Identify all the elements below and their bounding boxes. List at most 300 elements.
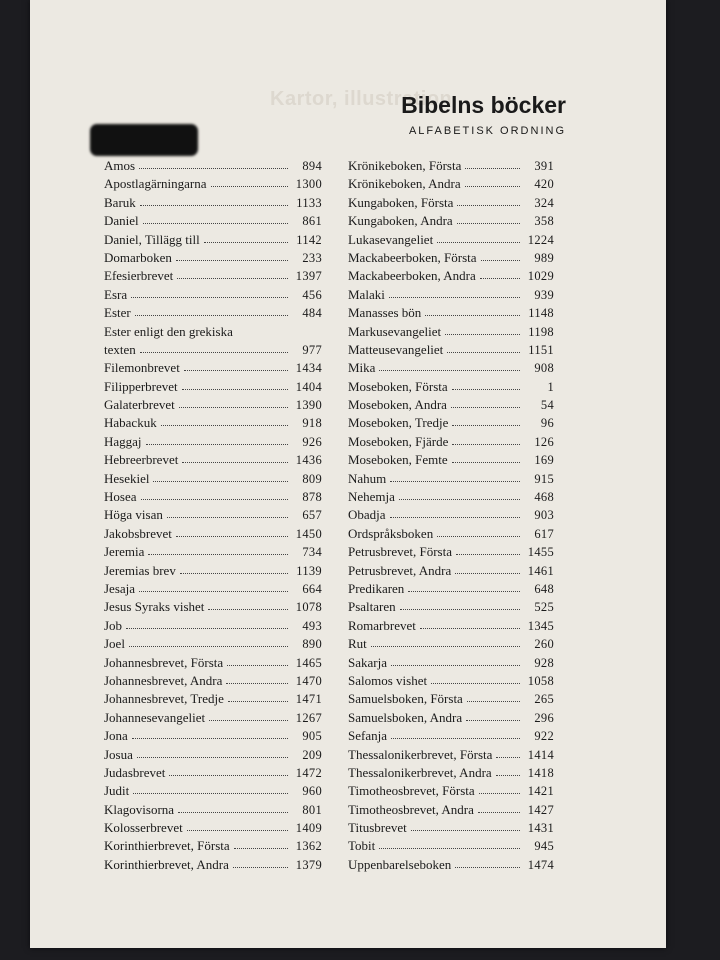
book-name: Kungaboken, Andra bbox=[348, 213, 453, 229]
redaction-mark bbox=[90, 124, 198, 156]
index-entry bbox=[104, 396, 322, 414]
index-entry bbox=[104, 378, 322, 396]
index-entry bbox=[104, 267, 322, 285]
book-name: Galaterbrevet bbox=[104, 397, 175, 413]
page-number: 664 bbox=[302, 582, 322, 596]
page-number: 1148 bbox=[528, 306, 554, 321]
book-name: Hesekiel bbox=[104, 470, 150, 486]
dot-leader bbox=[184, 359, 288, 371]
book-name: Jeremias brev bbox=[104, 562, 176, 578]
dot-leader bbox=[455, 856, 520, 868]
index-entry bbox=[348, 856, 554, 874]
book-name: Johannesevangeliet bbox=[104, 709, 206, 725]
page-number: 1471 bbox=[295, 692, 322, 707]
page-number: 905 bbox=[302, 729, 322, 744]
page-number: 809 bbox=[302, 471, 322, 486]
book-name: Joel bbox=[104, 636, 125, 652]
book-name: Malaki bbox=[348, 286, 385, 302]
book-name: Moseboken, Fjärde bbox=[348, 433, 449, 449]
book-name: Moseboken, Tredje bbox=[348, 415, 449, 431]
index-entry bbox=[104, 617, 322, 635]
index-entry bbox=[348, 488, 554, 506]
page-number: 1436 bbox=[295, 453, 322, 468]
book-name: Domarboken bbox=[104, 249, 172, 265]
book-name: Thessalonikerbrevet, Andra bbox=[348, 764, 492, 780]
book-name: Nehemja bbox=[348, 489, 395, 505]
index-entry bbox=[104, 598, 322, 616]
index-entry bbox=[348, 709, 554, 727]
book-name: Jesaja bbox=[104, 581, 136, 596]
index-entry bbox=[104, 525, 322, 543]
dot-leader bbox=[467, 690, 520, 702]
page-subtitle: ALFABETISK ORDNING bbox=[408, 125, 566, 137]
index-entry bbox=[348, 304, 554, 322]
page-number: 1455 bbox=[527, 545, 554, 560]
dot-leader bbox=[457, 194, 520, 206]
dot-leader bbox=[478, 801, 520, 813]
dot-leader bbox=[451, 396, 520, 408]
dot-leader bbox=[180, 562, 288, 574]
book-name: Daniel, Tillägg till bbox=[104, 231, 200, 247]
index-entry bbox=[104, 212, 322, 230]
book-name: Petrusbrevet, Första bbox=[348, 544, 452, 560]
index-entry bbox=[104, 782, 322, 800]
book-name: Salomos vishet bbox=[348, 672, 428, 688]
page-number: 468 bbox=[534, 490, 554, 505]
book-name: Ester enligt den grekiska bbox=[104, 323, 233, 339]
index-entry bbox=[104, 194, 322, 212]
page-number: 801 bbox=[302, 802, 322, 817]
book-name: Jesus Syraks vishet bbox=[104, 599, 205, 615]
show-through-text: Kartor, illustration bbox=[270, 88, 453, 110]
index-entry bbox=[104, 562, 322, 580]
dot-leader bbox=[480, 267, 520, 279]
index-entry bbox=[348, 525, 554, 543]
index-entry bbox=[348, 746, 554, 764]
dot-leader bbox=[182, 378, 288, 390]
dot-leader bbox=[153, 470, 288, 482]
dot-leader bbox=[411, 819, 520, 831]
page-number: 657 bbox=[302, 508, 322, 523]
book-name: Mackabeerboken, Andra bbox=[348, 268, 476, 284]
page-number: 1142 bbox=[296, 232, 322, 247]
index-entry bbox=[104, 746, 322, 764]
index-entry bbox=[104, 635, 322, 653]
page-number: 1465 bbox=[295, 655, 322, 670]
index-entry bbox=[348, 194, 554, 212]
page-number: 734 bbox=[302, 545, 322, 560]
dot-leader bbox=[391, 727, 520, 739]
dot-leader bbox=[457, 212, 520, 224]
book-name: Daniel bbox=[104, 213, 139, 229]
page-number: 265 bbox=[534, 692, 554, 707]
page-number: 96 bbox=[540, 416, 554, 431]
book-name: Johannesbrevet, Tredje bbox=[104, 691, 224, 707]
index-entry bbox=[104, 175, 322, 193]
index-entry bbox=[104, 414, 322, 432]
page-number: 1198 bbox=[528, 324, 554, 339]
page-number: 1461 bbox=[527, 563, 554, 578]
index-entry bbox=[104, 727, 322, 745]
book-name: Baruk bbox=[104, 194, 136, 210]
page-number: 922 bbox=[534, 729, 554, 744]
book-name: Samuelsboken, Första bbox=[348, 691, 463, 707]
dot-leader bbox=[391, 654, 520, 666]
index-entry bbox=[348, 727, 554, 745]
index-entry bbox=[348, 212, 554, 230]
dot-leader bbox=[431, 672, 520, 684]
book-name: Höga visan bbox=[104, 507, 163, 523]
index-entry bbox=[104, 801, 322, 819]
book-name: Jeremia bbox=[104, 544, 145, 560]
index-entry bbox=[348, 175, 554, 193]
index-entry bbox=[348, 378, 554, 396]
index-entry bbox=[104, 690, 322, 708]
dot-leader bbox=[234, 837, 288, 849]
dot-leader bbox=[466, 709, 520, 721]
dot-leader bbox=[228, 690, 288, 702]
page-number: 209 bbox=[302, 747, 322, 762]
index-entry bbox=[348, 672, 554, 690]
page-number: 989 bbox=[534, 250, 554, 265]
page-number: 878 bbox=[302, 490, 322, 505]
index-entry bbox=[348, 598, 554, 616]
page-number: 1472 bbox=[295, 765, 322, 780]
index-entry bbox=[348, 617, 554, 635]
index-entry bbox=[348, 341, 554, 359]
index-entry bbox=[104, 359, 322, 377]
page-number: 1414 bbox=[527, 747, 554, 762]
index-entry bbox=[348, 764, 554, 782]
dot-leader bbox=[425, 304, 520, 316]
index-entry bbox=[348, 506, 554, 524]
book-name: Kolosserbrevet bbox=[104, 820, 183, 836]
dot-leader bbox=[227, 654, 288, 666]
page-number: 456 bbox=[302, 287, 322, 302]
index-entry bbox=[348, 286, 554, 304]
index-entry bbox=[104, 837, 322, 855]
dot-leader bbox=[452, 378, 520, 390]
dot-leader bbox=[135, 304, 288, 316]
page-number: 945 bbox=[534, 839, 554, 854]
dot-leader bbox=[140, 194, 288, 206]
index-entry bbox=[348, 543, 554, 561]
page-number: 918 bbox=[302, 416, 322, 431]
book-name: Moseboken, Första bbox=[348, 378, 448, 394]
page-number: 1418 bbox=[527, 765, 554, 780]
book-name: Moseboken, Andra bbox=[348, 397, 447, 413]
book-name: Psaltaren bbox=[348, 599, 396, 615]
book-name: Jona bbox=[104, 728, 128, 744]
book-name: Mackabeerboken, Första bbox=[348, 249, 477, 265]
book-name: Mika bbox=[348, 360, 376, 376]
page-number: 1379 bbox=[295, 857, 322, 872]
book-name: Johannesbrevet, Andra bbox=[104, 672, 223, 688]
page-number: 525 bbox=[534, 600, 554, 615]
dot-leader bbox=[209, 709, 288, 721]
book-name: Efesierbrevet bbox=[104, 268, 174, 284]
index-column-left bbox=[104, 157, 322, 874]
index-entry bbox=[348, 782, 554, 800]
page-number: 260 bbox=[534, 637, 554, 652]
page-number: 1151 bbox=[528, 342, 554, 357]
page-number: 926 bbox=[302, 434, 322, 449]
book-name: Job bbox=[104, 617, 123, 633]
dot-leader bbox=[137, 746, 288, 758]
book-name: Jakobsbrevet bbox=[104, 525, 172, 541]
book-name: Uppenbarelseboken bbox=[348, 856, 452, 872]
dot-leader bbox=[371, 635, 520, 647]
dot-leader bbox=[148, 543, 288, 555]
index-entry bbox=[348, 837, 554, 855]
dot-leader bbox=[178, 801, 288, 813]
page-number: 1404 bbox=[295, 379, 322, 394]
book-name: Filemonbrevet bbox=[104, 360, 180, 376]
index-entry bbox=[104, 543, 322, 561]
dot-leader bbox=[187, 819, 288, 831]
page-number: 1224 bbox=[527, 232, 554, 247]
book-name: Ordspråksboken bbox=[348, 525, 434, 541]
dot-leader bbox=[465, 175, 520, 187]
dot-leader bbox=[481, 249, 520, 261]
book-name: Samuelsboken, Andra bbox=[348, 709, 463, 725]
index-entry bbox=[104, 580, 322, 598]
index-entry bbox=[104, 488, 322, 506]
page-number: 1397 bbox=[295, 269, 322, 284]
index-entry bbox=[104, 451, 322, 469]
book-name: Kungaboken, Första bbox=[348, 194, 454, 210]
book-name: Lukasevangeliet bbox=[348, 231, 434, 247]
book-name: Filipperbrevet bbox=[104, 378, 178, 394]
dot-leader bbox=[496, 764, 520, 776]
page-number: 1434 bbox=[295, 361, 322, 376]
book-name: Josua bbox=[104, 746, 133, 762]
dot-leader bbox=[452, 451, 520, 463]
page-number: 960 bbox=[302, 784, 322, 799]
dot-leader bbox=[169, 764, 288, 776]
dot-leader bbox=[447, 341, 520, 353]
book-name: Sefanja bbox=[348, 728, 387, 744]
page-number: 1427 bbox=[527, 802, 554, 817]
dot-leader bbox=[208, 598, 288, 610]
page-number: 1470 bbox=[295, 673, 322, 688]
page-number: 324 bbox=[534, 195, 554, 210]
index-entry bbox=[104, 764, 322, 782]
book-name: Johannesbrevet, Första bbox=[104, 654, 224, 670]
index-entry bbox=[104, 323, 322, 360]
dot-leader bbox=[389, 286, 520, 298]
book-name: Hebreerbrevet bbox=[104, 452, 179, 468]
dot-leader bbox=[211, 175, 288, 187]
dot-leader bbox=[452, 433, 520, 445]
dot-leader bbox=[420, 617, 520, 629]
index-entry bbox=[348, 801, 554, 819]
book-name: Titusbrevet bbox=[348, 820, 407, 836]
page-number: 358 bbox=[534, 214, 554, 229]
page-number: 169 bbox=[534, 453, 554, 468]
page-number: 1409 bbox=[295, 821, 322, 836]
page-number: 1474 bbox=[527, 857, 554, 872]
dot-leader bbox=[143, 212, 288, 224]
index-entry bbox=[104, 231, 322, 249]
dot-leader bbox=[126, 617, 288, 629]
page-number: 1 bbox=[547, 379, 554, 394]
index-entry bbox=[104, 672, 322, 690]
index-entry bbox=[348, 580, 554, 598]
dot-leader bbox=[379, 837, 520, 849]
book-name: Korinthierbrevet, Första bbox=[104, 838, 230, 854]
dot-leader bbox=[437, 231, 520, 243]
index-entry bbox=[348, 433, 554, 451]
book-name: Amos bbox=[104, 158, 136, 173]
page-number: 1267 bbox=[295, 710, 322, 725]
page-number: 903 bbox=[534, 508, 554, 523]
page-number: 890 bbox=[302, 637, 322, 652]
index-entry bbox=[348, 396, 554, 414]
book-name: Nahum bbox=[348, 470, 387, 486]
page-number: 915 bbox=[534, 471, 554, 486]
page-number: 928 bbox=[534, 655, 554, 670]
dot-leader bbox=[465, 157, 520, 169]
index-entry bbox=[104, 856, 322, 874]
index-entry bbox=[348, 690, 554, 708]
book-name-continued: texten bbox=[104, 341, 136, 357]
page-number: 977 bbox=[302, 342, 322, 357]
index-entry bbox=[348, 635, 554, 653]
index-entry bbox=[348, 470, 554, 488]
page-number: 126 bbox=[534, 434, 554, 449]
page-number: 233 bbox=[302, 250, 322, 265]
index-entry bbox=[104, 654, 322, 672]
dot-leader bbox=[437, 525, 520, 537]
dot-leader bbox=[390, 506, 520, 518]
page-number: 648 bbox=[534, 581, 554, 596]
book-name: Tobit bbox=[348, 838, 376, 854]
dot-leader bbox=[496, 746, 520, 758]
book-name: Ester bbox=[104, 305, 131, 321]
dot-leader bbox=[455, 562, 520, 574]
book-name: Romarbrevet bbox=[348, 617, 416, 633]
dot-leader bbox=[176, 525, 288, 537]
index-entry bbox=[104, 157, 322, 175]
index-entry bbox=[104, 470, 322, 488]
page-number: 391 bbox=[534, 159, 554, 173]
book-name: Klagovisorna bbox=[104, 801, 175, 817]
dot-leader bbox=[146, 433, 288, 445]
dot-leader bbox=[204, 231, 288, 243]
index-entry bbox=[348, 819, 554, 837]
index-entry bbox=[348, 562, 554, 580]
dot-leader bbox=[233, 856, 288, 868]
dot-leader bbox=[390, 470, 520, 482]
index-entry bbox=[348, 157, 554, 175]
book-name: Haggaj bbox=[104, 433, 142, 449]
index-entry bbox=[104, 433, 322, 451]
page-number: 617 bbox=[534, 526, 554, 541]
dot-leader bbox=[179, 396, 288, 408]
dot-leader bbox=[139, 157, 288, 169]
dot-leader bbox=[226, 672, 288, 684]
page-number: 1078 bbox=[295, 600, 322, 615]
page-number: 1139 bbox=[296, 563, 322, 578]
index-entry bbox=[104, 506, 322, 524]
book-name: Krönikeboken, Första bbox=[348, 158, 462, 173]
book-name: Esra bbox=[104, 286, 128, 302]
book-name: Manasses bön bbox=[348, 305, 422, 321]
book-name: Judasbrevet bbox=[104, 764, 166, 780]
dot-leader bbox=[452, 414, 520, 426]
book-name: Sakarja bbox=[348, 654, 387, 670]
page-number: 1390 bbox=[295, 398, 322, 413]
page-number: 1058 bbox=[527, 673, 554, 688]
book-name: Petrusbrevet, Andra bbox=[348, 562, 452, 578]
book-name: Obadja bbox=[348, 507, 386, 523]
page-number: 894 bbox=[302, 159, 322, 173]
index-entry bbox=[348, 359, 554, 377]
index-entry bbox=[348, 654, 554, 672]
book-name: Markusevangeliet bbox=[348, 323, 442, 339]
book-name: Timotheosbrevet, Andra bbox=[348, 801, 474, 817]
page-number: 861 bbox=[302, 214, 322, 229]
index-entry bbox=[348, 267, 554, 285]
page-number: 1300 bbox=[295, 177, 322, 192]
index-entry bbox=[348, 451, 554, 469]
page-number: 1029 bbox=[527, 269, 554, 284]
dot-leader bbox=[129, 635, 288, 647]
book-name: Timotheosbrevet, Första bbox=[348, 783, 475, 799]
dot-leader bbox=[133, 782, 288, 794]
dot-leader bbox=[176, 249, 288, 261]
index-entry bbox=[104, 709, 322, 727]
book-name: Rut bbox=[348, 636, 367, 652]
dot-leader bbox=[379, 359, 520, 371]
index-column-right bbox=[348, 157, 554, 874]
dot-leader bbox=[140, 341, 288, 353]
dot-leader bbox=[131, 286, 288, 298]
dot-leader bbox=[182, 451, 288, 463]
page-number: 296 bbox=[534, 710, 554, 725]
dot-leader bbox=[177, 267, 288, 279]
index-entry bbox=[104, 304, 322, 322]
book-name: Hosea bbox=[104, 489, 137, 505]
page-number: 908 bbox=[534, 361, 554, 376]
dot-leader bbox=[141, 488, 289, 500]
page-number: 54 bbox=[540, 398, 554, 413]
page-number: 493 bbox=[302, 618, 322, 633]
book-name: Matteusevangeliet bbox=[348, 341, 444, 357]
index-entry bbox=[104, 286, 322, 304]
page-number: 1362 bbox=[295, 839, 322, 854]
dot-leader bbox=[161, 414, 288, 426]
page-number: 484 bbox=[302, 306, 322, 321]
index-entry bbox=[348, 231, 554, 249]
book-name: Apostlagärningarna bbox=[104, 176, 207, 192]
dot-leader bbox=[400, 598, 520, 610]
page-number: 1421 bbox=[527, 784, 554, 799]
dot-leader bbox=[456, 543, 520, 555]
dot-leader bbox=[445, 323, 520, 335]
page-number: 1431 bbox=[527, 821, 554, 836]
page-number: 420 bbox=[534, 177, 554, 192]
page-number: 1133 bbox=[296, 195, 322, 210]
index-entry bbox=[104, 819, 322, 837]
book-name: Moseboken, Femte bbox=[348, 452, 448, 468]
dot-leader bbox=[408, 580, 520, 592]
index-entry bbox=[348, 414, 554, 432]
book-name: Judit bbox=[104, 783, 130, 799]
dot-leader bbox=[167, 506, 288, 518]
book-name: Korinthierbrevet, Andra bbox=[104, 856, 229, 872]
